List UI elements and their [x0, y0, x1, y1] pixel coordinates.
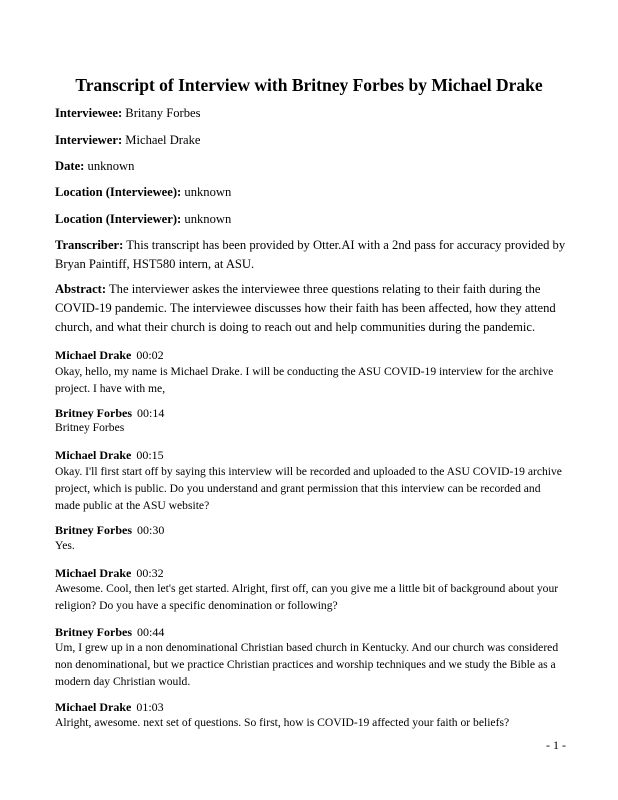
- interviewer-value: Michael Drake: [122, 133, 201, 147]
- timestamp: 00:15: [136, 448, 164, 462]
- location-interviewer-value: unknown: [181, 212, 232, 226]
- utterance-text: Okay, hello, my name is Michael Drake. I will be conducting the ASU COVID-19 interview for the archive project. I have with me,: [55, 365, 554, 395]
- timestamp: 00:32: [136, 566, 164, 580]
- speaker-line: [55, 699, 164, 715]
- speaker-line: [55, 624, 164, 640]
- interviewee-line: [55, 104, 565, 122]
- speaker-line: [55, 447, 164, 463]
- speaker-name: Michael Drake: [55, 566, 132, 580]
- interviewee-value: Britany Forbes: [122, 106, 201, 120]
- abstract-label: Abstract:: [55, 282, 107, 296]
- timestamp: 00:44: [137, 625, 165, 639]
- document-title: Transcript of Interview with Britney Forbes by Michael Drake: [75, 75, 543, 95]
- utterance-text: Um, I grew up in a non denominational Christian based church in Kentucky. And our church was considered non denominational, but we practice Christian practices and worship techniques and we study the Bible as a modern day Christian would.: [55, 641, 559, 688]
- transcriber-text: This transcript has been provided by Otter.AI with a 2nd pass for accuracy provided by Bryan Paintiff, HST580 intern, at ASU.: [55, 238, 566, 271]
- utterance-text: Awesome. Cool, then let's get started. Alright, first off, can you give me a little bit of background about your religion? Do you have a specific denomination or following?: [55, 582, 559, 612]
- speaker-name: Michael Drake: [55, 348, 132, 362]
- location-interviewee-line: [55, 183, 565, 201]
- interviewee-label: Interviewee:: [55, 106, 123, 120]
- abstract-text: The interviewer askes the interviewee three questions relating to their faith during the COVID-19 pandemic. The interviewee discusses how their faith has been affected, how they attend church, and what their church is doing to reach out and help communities during the pandemic.: [55, 282, 556, 334]
- speaker-line: [55, 565, 164, 581]
- speaker-name: Britney Forbes: [55, 406, 132, 420]
- utterance-text: Britney Forbes: [55, 421, 125, 434]
- date-value: unknown: [84, 159, 135, 173]
- interviewer-label: Interviewer:: [55, 133, 123, 147]
- timestamp: 01:03: [136, 700, 164, 714]
- location-interviewee-label: Location (Interviewee):: [55, 185, 182, 199]
- date-line: [55, 157, 565, 175]
- timestamp: 00:02: [136, 348, 164, 362]
- speaker-line: [55, 522, 164, 538]
- speaker-name: Britney Forbes: [55, 523, 132, 537]
- speaker-name: Britney Forbes: [55, 625, 132, 639]
- timestamp: 00:30: [137, 523, 165, 537]
- location-interviewer-label: Location (Interviewer):: [55, 212, 182, 226]
- speaker-line: [55, 347, 164, 363]
- page-number: - 1 -: [546, 738, 566, 752]
- timestamp: 00:14: [137, 406, 165, 420]
- abstract-paragraph: [55, 280, 570, 337]
- location-interviewer-line: [55, 210, 565, 228]
- transcriber-paragraph: [55, 236, 570, 274]
- utterance-text: Alright, awesome. next set of questions. So first, how is COVID-19 affected your faith or beliefs?: [55, 716, 510, 729]
- interviewer-line: [55, 131, 565, 149]
- speaker-name: Michael Drake: [55, 448, 132, 462]
- utterance-text: Yes.: [55, 539, 75, 552]
- transcriber-label: Transcriber:: [55, 238, 124, 252]
- speaker-name: Michael Drake: [55, 700, 132, 714]
- date-label: Date:: [55, 159, 85, 173]
- location-interviewee-value: unknown: [181, 185, 232, 199]
- utterance-text: Okay. I'll first start off by saying this interview will be recorded and uploaded to the ASU COVID-19 archive project, which is public. Do you understand and grant permission that this interview can be recorded and made public at the ASU website?: [55, 465, 562, 512]
